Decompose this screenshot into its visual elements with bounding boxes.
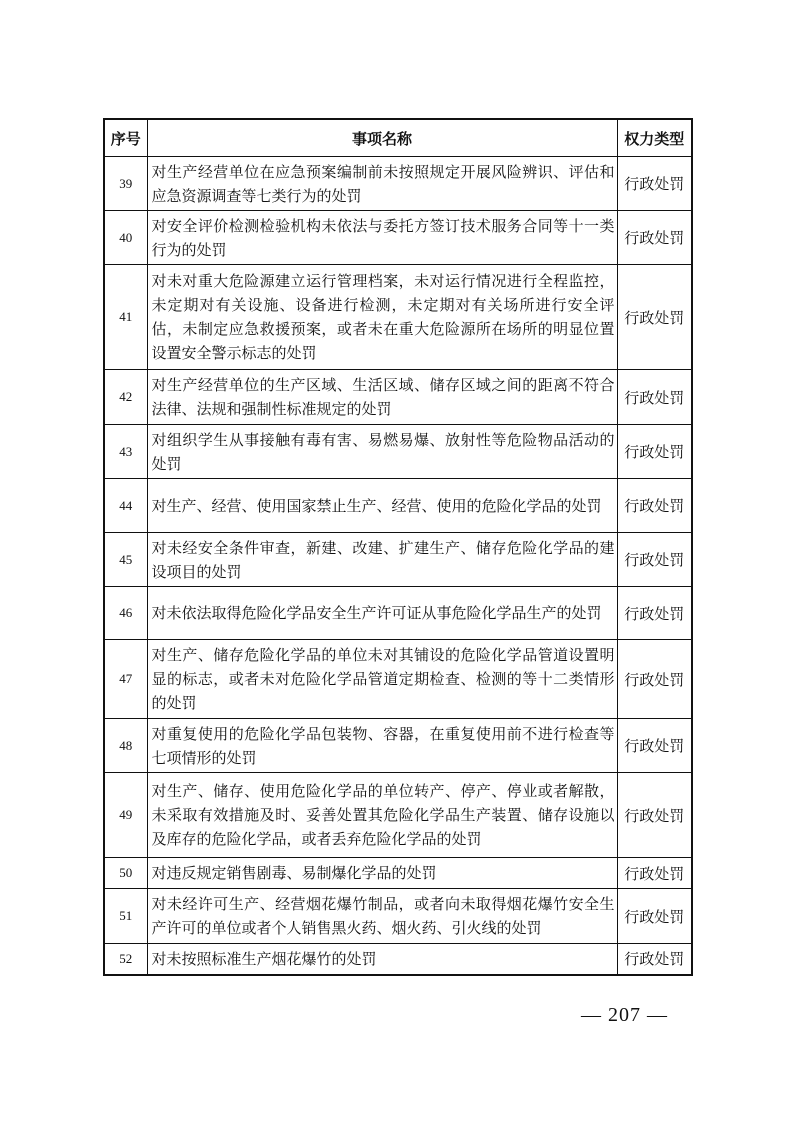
table-row <box>104 858 692 889</box>
column-header-type: 权力类型 <box>617 119 692 157</box>
row-num: 40 <box>104 211 147 265</box>
table-row <box>104 157 692 211</box>
table-row <box>104 773 692 858</box>
column-header-num: 序号 <box>104 119 147 157</box>
row-item-name: 对未对重大危险源建立运行管理档案，未对运行情况进行全程监控，未定期对有关设施、设备进行检测，未定期对有关场所进行安全评估，未制定应急救援预案，或者未在重大危险源所在场所的明显位置设置安全警示标志的处罚 <box>147 265 617 370</box>
row-num: 50 <box>104 858 147 889</box>
row-power-type: 行政处罚 <box>617 640 692 719</box>
table-row <box>104 587 692 640</box>
row-item-name: 对生产经营单位的生产区域、生活区域、储存区域之间的距离不符合法律、法规和强制性标准规定的处罚 <box>147 370 617 425</box>
row-power-type: 行政处罚 <box>617 587 692 640</box>
row-num: 41 <box>104 265 147 370</box>
row-power-type: 行政处罚 <box>617 157 692 211</box>
power-list-table <box>103 118 693 976</box>
row-item-name: 对未按照标准生产烟花爆竹的处罚 <box>147 944 617 975</box>
table-row <box>104 425 692 479</box>
row-item-name: 对生产、储存危险化学品的单位未对其铺设的危险化学品管道设置明显的标志，或者未对危险化学品管道定期检查、检测的等十二类情形的处罚 <box>147 640 617 719</box>
table-row <box>104 719 692 773</box>
row-item-name: 对生产、经营、使用国家禁止生产、经营、使用的危险化学品的处罚 <box>147 479 617 533</box>
row-item-name: 对未经安全条件审查，新建、改建、扩建生产、储存危险化学品的建设项目的处罚 <box>147 533 617 587</box>
row-power-type: 行政处罚 <box>617 211 692 265</box>
row-num: 43 <box>104 425 147 479</box>
row-power-type: 行政处罚 <box>617 479 692 533</box>
row-item-name: 对组织学生从事接触有毒有害、易燃易爆、放射性等危险物品活动的处罚 <box>147 425 617 479</box>
row-num: 47 <box>104 640 147 719</box>
table-row <box>104 640 692 719</box>
table-row <box>104 944 692 975</box>
row-power-type: 行政处罚 <box>617 889 692 944</box>
table-row <box>104 370 692 425</box>
table-row <box>104 889 692 944</box>
row-power-type: 行政处罚 <box>617 370 692 425</box>
row-item-name: 对重复使用的危险化学品包装物、容器，在重复使用前不进行检查等七项情形的处罚 <box>147 719 617 773</box>
power-list-table-container <box>103 118 691 976</box>
row-num: 48 <box>104 719 147 773</box>
row-item-name: 对生产、储存、使用危险化学品的单位转产、停产、停业或者解散，未采取有效措施及时、妥善处置其危险化学品生产装置、储存设施以及库存的危险化学品，或者丢弃危险化学品的处罚 <box>147 773 617 858</box>
table-row <box>104 211 692 265</box>
table-row <box>104 265 692 370</box>
column-header-name: 事项名称 <box>147 119 617 157</box>
row-item-name: 对未经许可生产、经营烟花爆竹制品，或者向未取得烟花爆竹安全生产许可的单位或者个人销售黑火药、烟火药、引火线的处罚 <box>147 889 617 944</box>
row-num: 45 <box>104 533 147 587</box>
table-row <box>104 533 692 587</box>
row-num: 51 <box>104 889 147 944</box>
row-item-name: 对生产经营单位在应急预案编制前未按照规定开展风险辨识、评估和应急资源调查等七类行为的处罚 <box>147 157 617 211</box>
row-item-name: 对安全评价检测检验机构未依法与委托方签订技术服务合同等十一类行为的处罚 <box>147 211 617 265</box>
row-power-type: 行政处罚 <box>617 265 692 370</box>
row-power-type: 行政处罚 <box>617 858 692 889</box>
table-row <box>104 479 692 533</box>
row-item-name: 对违反规定销售剧毒、易制爆化学品的处罚 <box>147 858 617 889</box>
row-num: 52 <box>104 944 147 975</box>
row-power-type: 行政处罚 <box>617 773 692 858</box>
row-power-type: 行政处罚 <box>617 719 692 773</box>
page-number: — 207 — <box>581 1004 668 1026</box>
table-header-row <box>104 119 692 157</box>
row-power-type: 行政处罚 <box>617 533 692 587</box>
row-num: 42 <box>104 370 147 425</box>
row-item-name: 对未依法取得危险化学品安全生产许可证从事危险化学品生产的处罚 <box>147 587 617 640</box>
row-num: 46 <box>104 587 147 640</box>
row-num: 49 <box>104 773 147 858</box>
row-num: 44 <box>104 479 147 533</box>
row-num: 39 <box>104 157 147 211</box>
row-power-type: 行政处罚 <box>617 425 692 479</box>
row-power-type: 行政处罚 <box>617 944 692 975</box>
